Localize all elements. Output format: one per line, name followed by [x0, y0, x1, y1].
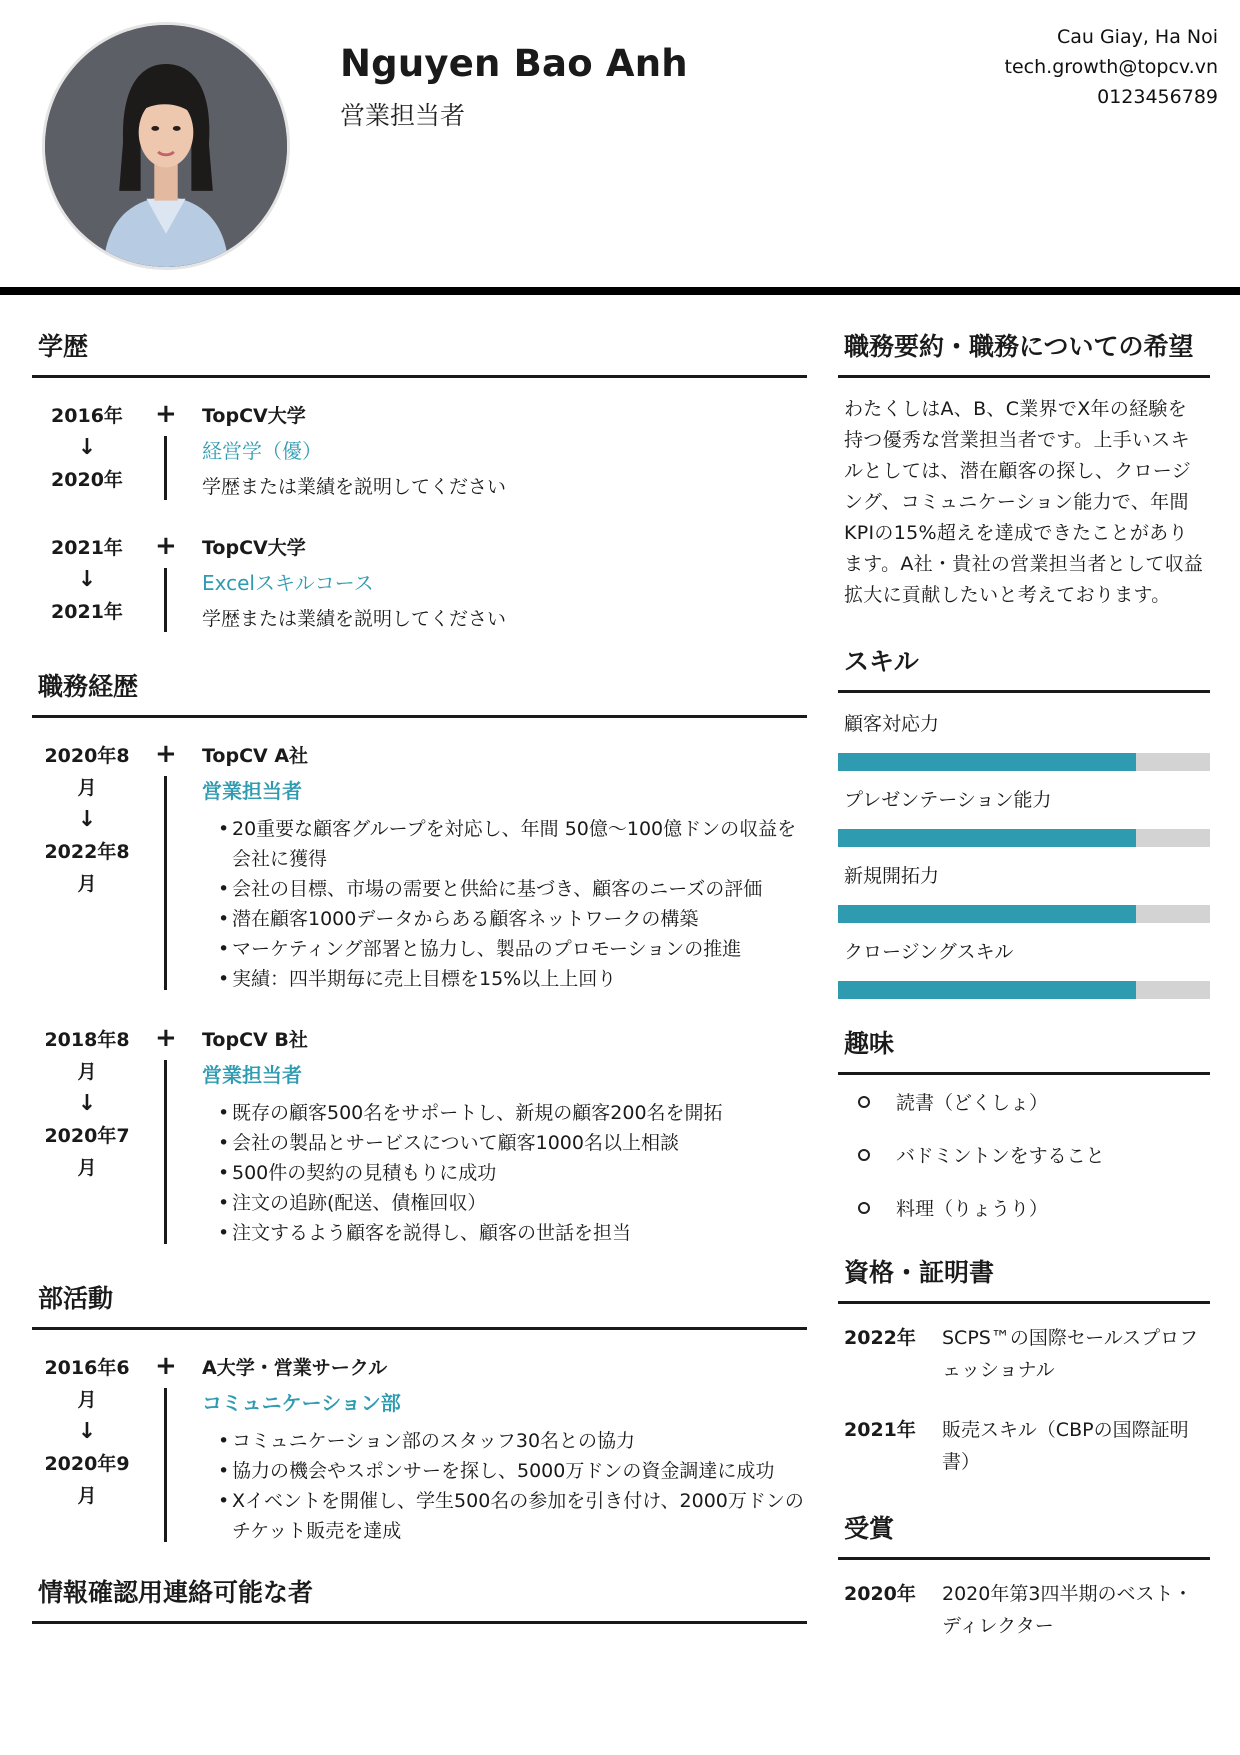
- timeline: [142, 400, 202, 504]
- list-item: [838, 1181, 1210, 1234]
- education-description: 学歴または業績を説明してください: [202, 476, 507, 498]
- end-date: 2022年8: [44, 841, 130, 863]
- award-year: 2020年: [844, 1583, 916, 1605]
- summary-heading: 職務要約・職務についての希望: [838, 316, 1210, 378]
- plus-icon: +: [155, 1351, 177, 1381]
- hobbies-list: [838, 1075, 1210, 1234]
- timeline-line: [164, 436, 167, 500]
- header-divider: [0, 287, 1240, 295]
- skill-level-bar: [838, 829, 1210, 847]
- list-item: • 既存の顧客500名をサポートし、新規の顧客200名を開拓: [202, 1098, 807, 1128]
- hobbies-heading: 趣味: [838, 1013, 1210, 1075]
- achievement-list: [202, 814, 807, 994]
- circle-bullet-icon: [858, 1096, 870, 1108]
- start-date-month: 月: [77, 1389, 97, 1411]
- date-range: [32, 532, 142, 636]
- contact-info: [1005, 22, 1218, 112]
- skill-level-fill: [838, 905, 1136, 923]
- certificate-item: [838, 1322, 1210, 1386]
- position: コミュニケーション部: [202, 1391, 401, 1415]
- skill-item: [838, 937, 1210, 999]
- school-name: TopCV大学: [202, 537, 306, 559]
- skill-level-fill: [838, 981, 1136, 999]
- certificates-heading: 資格・証明書: [838, 1242, 1210, 1304]
- start-date-month: 月: [77, 1061, 97, 1083]
- skill-name: 顧客対応力: [844, 713, 940, 735]
- certificate-year: 2022年: [844, 1327, 916, 1349]
- right-column: [838, 296, 1210, 1642]
- education-entry: [32, 400, 807, 504]
- skill-level-bar: [838, 981, 1210, 999]
- award-item: [838, 1578, 1210, 1642]
- end-date-month: 月: [77, 1157, 97, 1179]
- list-item: • Xイベントを開催し、学生500名の参加を引き付け、2000万ドンのチケット販売を達成: [202, 1486, 807, 1546]
- position: 営業担当者: [202, 1063, 302, 1087]
- left-column: [32, 296, 807, 1624]
- activities-heading: 部活動: [32, 1268, 807, 1330]
- arrow-down-icon: ↓: [77, 1419, 97, 1444]
- education-description: 学歴または業績を説明してください: [202, 608, 507, 630]
- skills-list: [838, 709, 1210, 999]
- timeline-line: [164, 1060, 167, 1244]
- skill-level-bar: [838, 905, 1210, 923]
- certificate-item: [838, 1414, 1210, 1478]
- profile-photo: [42, 22, 290, 270]
- list-item: [838, 1128, 1210, 1181]
- achievement-list: [202, 1098, 807, 1248]
- address: Cau Giay, Ha Noi: [1056, 26, 1218, 48]
- email[interactable]: tech.growth@topcv.vn: [1004, 56, 1218, 78]
- list-item: • 実績：四半期毎に売上目標を15%以上上回り: [202, 964, 807, 994]
- achievement-list: [202, 1426, 807, 1546]
- skill-level-fill: [838, 829, 1136, 847]
- arrow-down-icon: ↓: [77, 435, 97, 460]
- hobby-label: バドミントンをすること: [896, 1145, 1105, 1167]
- resume-header: [0, 0, 1240, 296]
- arrow-down-icon: ↓: [77, 567, 97, 592]
- phone[interactable]: 0123456789: [1097, 86, 1218, 108]
- timeline-line: [164, 776, 167, 990]
- list-item: • コミュニケーション部のスタッフ30名との協力: [202, 1426, 807, 1456]
- summary-text: わたくしはA、B、C業界でX年の経験を持つ優秀な営業担当者です。上手いスキルとしては、潜在顧客の探し、クロージング、コミュニケーション能力で、年間KPIの15%超えを達成できたことがあります。A社・貴社の営業担当者として収益拡大に貢献したいと考えております。: [844, 398, 1204, 606]
- list-item: • 20重要な顧客グループを対応し、年間 50億～100億ドンの収益を会社に獲得: [202, 814, 807, 874]
- timeline: [142, 532, 202, 636]
- end-date: 2020年9: [44, 1453, 130, 1475]
- experience-entry: [32, 1024, 807, 1248]
- hobby-label: 料理（りょうり）: [896, 1198, 1049, 1220]
- hobby-label: 読書（どくしょ）: [896, 1092, 1049, 1114]
- timeline-line: [164, 568, 167, 632]
- plus-icon: +: [155, 399, 177, 429]
- position: 営業担当者: [202, 779, 302, 803]
- award-name: 2020年第3四半期のベスト・ディレクター: [942, 1583, 1193, 1637]
- circle-bullet-icon: [858, 1202, 870, 1214]
- major: Excelスキルコース: [202, 571, 374, 595]
- education-heading: 学歴: [32, 316, 807, 378]
- end-date: 2021年: [51, 601, 123, 623]
- skill-item: [838, 709, 1210, 771]
- list-item: • マーケティング部署と協力し、製品のプロモーションの推進: [202, 934, 807, 964]
- start-date: 2021年: [51, 537, 123, 559]
- candidate-name: Nguyen Bao Anh: [340, 42, 688, 85]
- certificate-name: 販売スキル（CBPの国際証明書）: [942, 1419, 1189, 1473]
- start-date-month: 月: [77, 777, 97, 799]
- company-name: TopCV A社: [202, 745, 309, 767]
- end-date-month: 月: [77, 1485, 97, 1507]
- start-date: 2020年8: [44, 745, 130, 767]
- list-item: • 会社の製品とサービスについて顧客1000名以上相談: [202, 1128, 807, 1158]
- timeline-line: [164, 1388, 167, 1542]
- list-item: [838, 1075, 1210, 1128]
- list-item: • 潜在顧客1000データからある顧客ネットワークの構築: [202, 904, 807, 934]
- circle-bullet-icon: [858, 1149, 870, 1161]
- start-date: 2018年8: [44, 1029, 130, 1051]
- plus-icon: +: [155, 531, 177, 561]
- arrow-down-icon: ↓: [77, 807, 97, 832]
- date-range: [32, 740, 142, 994]
- start-date: 2016年: [51, 405, 123, 427]
- activity-entry: [32, 1352, 807, 1546]
- plus-icon: +: [155, 739, 177, 769]
- list-item: • 協力の機会やスポンサーを探し、5000万ドンの資金調達に成功: [202, 1456, 807, 1486]
- references-heading: 情報確認用連絡可能な者: [32, 1562, 807, 1624]
- date-range: [32, 1352, 142, 1546]
- skill-item: [838, 785, 1210, 847]
- skills-heading: スキル: [838, 631, 1210, 693]
- skill-level-bar: [838, 753, 1210, 771]
- skill-name: プレゼンテーション能力: [844, 789, 1052, 811]
- end-date-month: 月: [77, 873, 97, 895]
- skill-level-fill: [838, 753, 1136, 771]
- job-title: 営業担当者: [340, 101, 466, 130]
- company-name: TopCV B社: [202, 1029, 308, 1051]
- skill-item: [838, 861, 1210, 923]
- skill-name: 新規開拓力: [844, 865, 940, 887]
- timeline: [142, 1024, 202, 1248]
- skill-name: クロージングスキル: [844, 941, 1014, 963]
- experience-entry: [32, 740, 807, 994]
- timeline: [142, 1352, 202, 1546]
- certificate-year: 2021年: [844, 1419, 916, 1441]
- arrow-down-icon: ↓: [77, 1091, 97, 1116]
- education-entry: [32, 532, 807, 636]
- organization-name: A大学・営業サークル: [202, 1357, 388, 1379]
- date-range: [32, 1024, 142, 1248]
- list-item: • 注文するよう顧客を説得し、顧客の世話を担当: [202, 1218, 807, 1248]
- major: 経営学（優）: [202, 439, 322, 463]
- school-name: TopCV大学: [202, 405, 306, 427]
- date-range: [32, 400, 142, 504]
- timeline: [142, 740, 202, 994]
- start-date: 2016年6: [44, 1357, 130, 1379]
- awards-heading: 受賞: [838, 1498, 1210, 1560]
- list-item: • 注文の追跡(配送、債権回収）: [202, 1188, 807, 1218]
- list-item: • 会社の目標、市場の需要と供給に基づき、顧客のニーズの評価: [202, 874, 807, 904]
- experience-heading: 職務経歴: [32, 656, 807, 718]
- end-date: 2020年7: [44, 1125, 130, 1147]
- plus-icon: +: [155, 1023, 177, 1053]
- list-item: • 500件の契約の見積もりに成功: [202, 1158, 807, 1188]
- end-date: 2020年: [51, 469, 123, 491]
- certificate-name: SCPS™の国際セールスプロフェッショナル: [942, 1327, 1199, 1381]
